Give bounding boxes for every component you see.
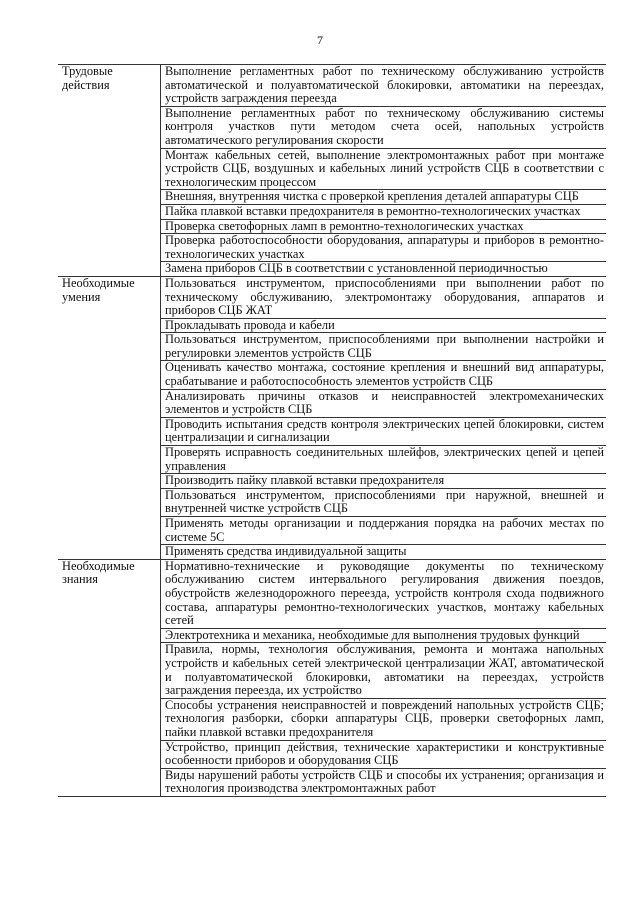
table-cell: Проверять исправность соединительных шлейфов, электрических цепей и цепей управления [161,446,607,474]
table-cell: Пользоваться инструментом, приспособлениями при наружной, внешней и внутренней чистке устройств СЦБ [161,488,607,516]
category-labor-actions: Трудовые действия [58,65,161,277]
table-cell: Виды нарушений работы устройств СЦБ и способы их устранения; организация и технология производства электромонтажных работ [161,768,607,796]
table-cell: Анализировать причины отказов и неисправностей электромеханических элементов и устройств СЦБ [161,389,607,417]
table-cell: Проверка светофорных ламп в ремонтно-технологических участках [161,219,607,234]
table-cell: Пайка плавкой вставки предохранителя в ремонтно-технологических участках [161,204,607,219]
table-cell: Пользоваться инструментом, приспособлениями при выполнении настройки и регулировки элементов устройств СЦБ [161,333,607,361]
page-number: 7 [317,33,323,47]
table-row [58,65,606,107]
table-cell: Проводить испытания средств контроля электрических цепей блокировки, систем централизации и сигнализации [161,417,607,445]
table-cell: Способы устранения неисправностей и повреждений напольных устройств СЦБ; технология разборки, сборки аппаратуры СЦБ, проверки светофорных ламп, пайки плавкой вставки предохранителя [161,698,607,740]
table-cell: Прокладывать провода и кабели [161,318,607,333]
table-cell: Применять методы организации и поддержания порядка на рабочих местах по системе 5С [161,517,607,545]
table-cell: Электротехника и механика, необходимые для выполнения трудовых функций [161,628,607,643]
category-required-knowledge: Необходимые знания [58,559,161,796]
table-row [58,559,606,628]
table-cell: Правила, нормы, технология обслуживания, ремонта и монтажа напольных устройств и кабельных сетей электрической централизации ЖАТ, автоматической и полуавтоматической блокировки, автоматики на переездах, устройств заграждения переезда, их устройство [161,643,607,698]
table-cell: Устройство, принцип действия, технические характеристики и конструктивные особенности приборов и оборудования СЦБ [161,740,607,768]
table-cell: Монтаж кабельных сетей, выполнение электромонтажных работ при монтаже устройств СЦБ, воздушных и кабельных линий устройств СЦБ в соответствии с технологическим процессом [161,148,607,190]
table-cell: Выполнение регламентных работ по техническому обслуживанию системы контроля участков пути методом счета осей, напольных устройств автоматического регулирования скорости [161,106,607,148]
table-cell: Производить пайку плавкой вставки предохранителя [161,474,607,489]
table-cell: Пользоваться инструментом, приспособлениями при выполнении работ по техническому обслуживанию, электромонтажу оборудования, аппаратов и приборов СЦБ ЖАТ [161,276,607,318]
table-cell: Нормативно-технические и руководящие документы по техническому обслуживанию систем интервального регулирования движения поездов, обустройств железнодорожного переезда, устройств контроля схода подвижного состава, аппаратуры ремонтно-технологических участков, монтажу кабельных сетей [161,559,607,628]
category-required-skills: Необходимые умения [58,276,161,559]
table-cell: Замена приборов СЦБ в соответствии с установленной периодичностью [161,262,607,277]
table-row [58,276,606,318]
table-cell: Проверка работоспособности оборудования, аппаратуры и приборов в ремонтно-технологических участках [161,234,607,262]
table-cell: Применять средства индивидуальной защиты [161,545,607,560]
labor-functions-table [58,64,606,797]
table-cell: Оценивать качество монтажа, состояние крепления и внешний вид аппаратуры, срабатывание и работоспособность элементов устройств СЦБ [161,361,607,389]
table-cell: Выполнение регламентных работ по техническому обслуживанию устройств автоматической и полуавтоматической блокировки, автоматики на переездах, устройств заграждения переезда [161,65,607,107]
table-cell: Внешняя, внутренняя чистка с проверкой крепления деталей аппаратуры СЦБ [161,190,607,205]
